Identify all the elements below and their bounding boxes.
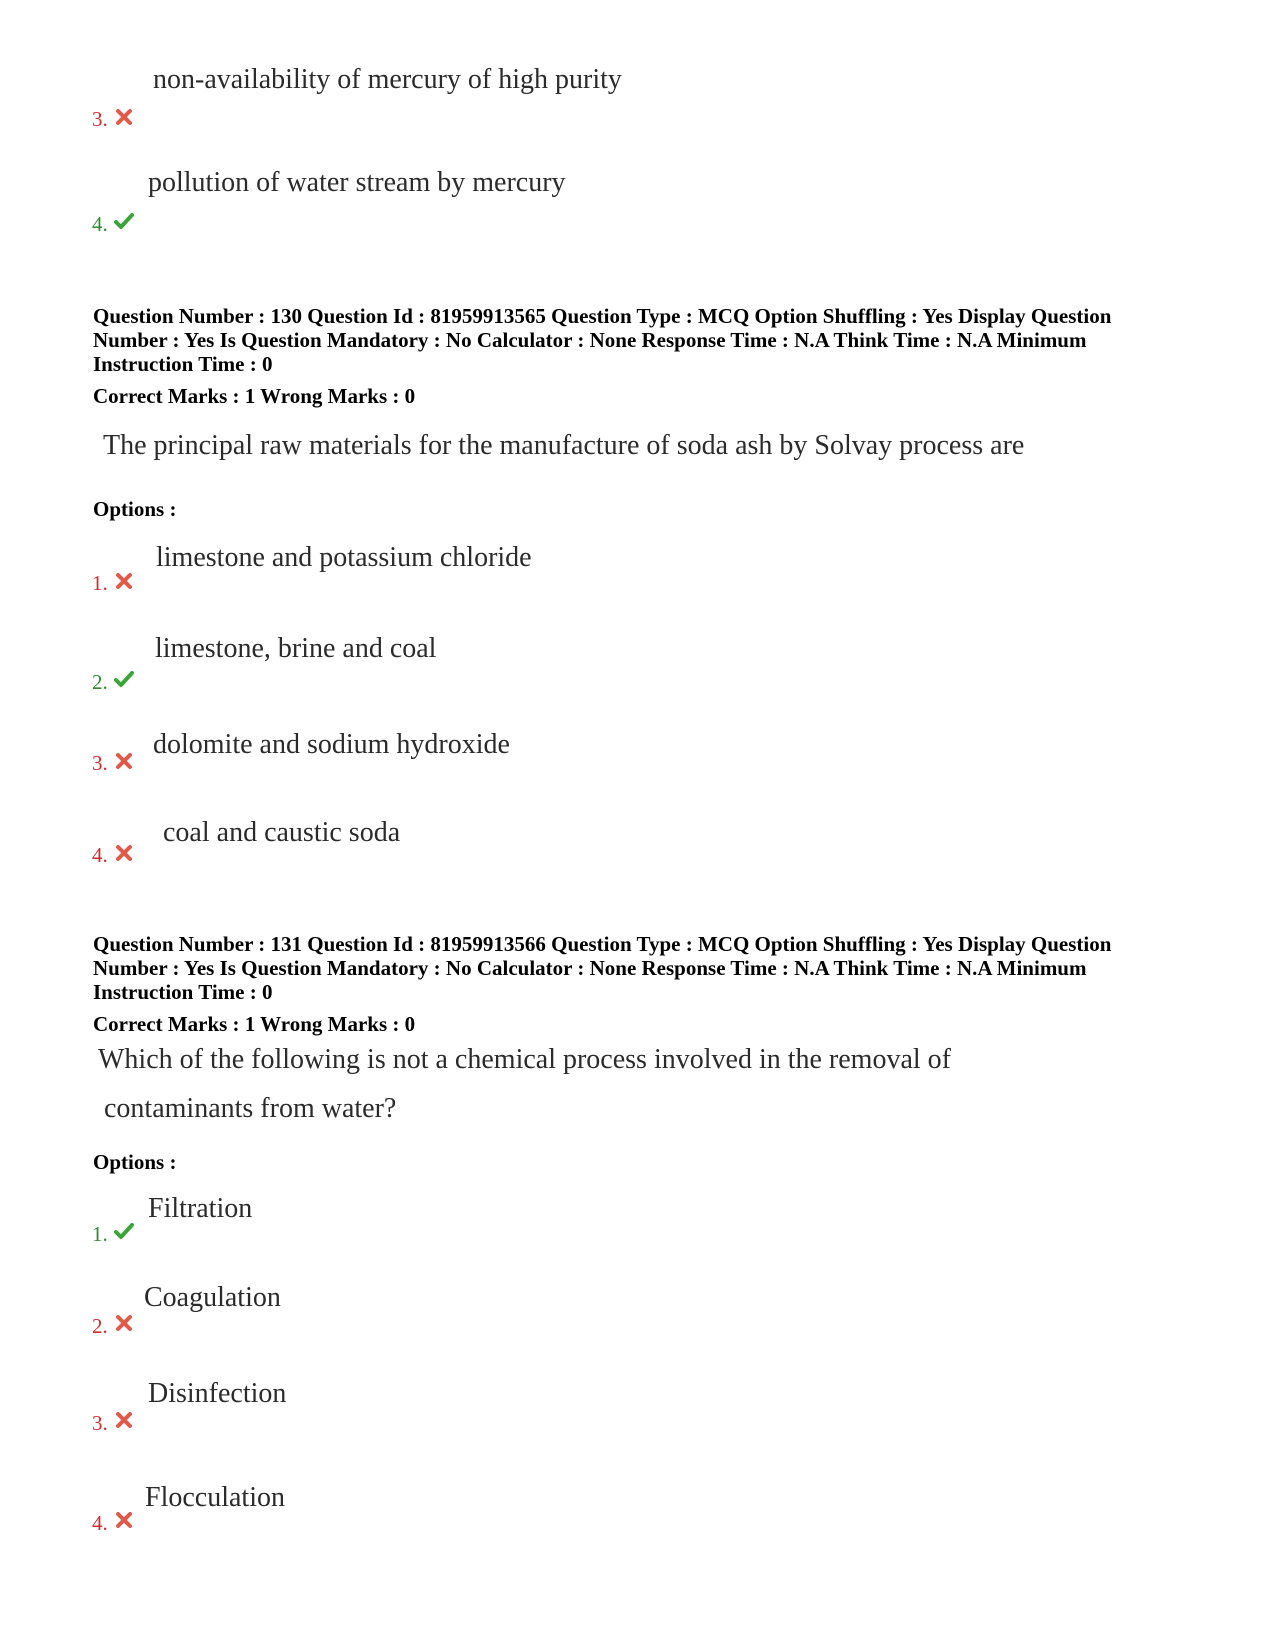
option-number: 1. [92, 1222, 108, 1246]
cross-icon [114, 752, 134, 770]
meta-line: Question Number : 130 Question Id : 81959913565 Question Type : MCQ Option Shuffling : Yes Display Question [93, 304, 1112, 328]
option-number: 3. [92, 751, 108, 775]
options-label: Options : [93, 1150, 177, 1174]
option-text: Flocculation [145, 1482, 285, 1513]
question-meta [93, 932, 1203, 1004]
cross-icon [114, 1411, 134, 1429]
check-icon [114, 212, 134, 230]
question-text-line: Which of the following is not a chemical process involved in the removal of [98, 1044, 951, 1075]
option-number: 3. [92, 1411, 108, 1435]
cross-icon [114, 108, 134, 126]
option-number: 4. [92, 1511, 108, 1535]
meta-line: Instruction Time : 0 [93, 352, 273, 376]
cross-icon [114, 844, 134, 862]
option-text: Coagulation [144, 1282, 281, 1313]
option-number: 1. [92, 571, 108, 595]
cross-icon [114, 572, 134, 590]
options-label: Options : [93, 497, 177, 521]
option-number: 3. [92, 107, 108, 131]
check-icon [114, 1222, 134, 1240]
option-number: 2. [92, 1314, 108, 1338]
question-text: The principal raw materials for the manufacture of soda ash by Solvay process are [103, 430, 1025, 461]
option-text: Disinfection [148, 1378, 287, 1409]
cross-icon [114, 1511, 134, 1529]
option-number: 4. [92, 843, 108, 867]
option-text: coal and caustic soda [163, 817, 401, 848]
question-marks: Correct Marks : 1 Wrong Marks : 0 [93, 1012, 416, 1036]
check-icon [114, 670, 134, 688]
question-marks: Correct Marks : 1 Wrong Marks : 0 [93, 384, 416, 408]
question-meta [93, 304, 1203, 376]
option-text: Filtration [148, 1193, 253, 1224]
meta-line: Number : Yes Is Question Mandatory : No Calculator : None Response Time : N.A Think Time : N.A Minimum [93, 956, 1087, 980]
meta-line: Instruction Time : 0 [93, 980, 273, 1004]
option-text: limestone and potassium chloride [156, 542, 532, 573]
meta-line: Number : Yes Is Question Mandatory : No Calculator : None Response Time : N.A Think Time : N.A Minimum [93, 328, 1087, 352]
option-text: dolomite and sodium hydroxide [153, 729, 510, 760]
option-text: non-availability of mercury of high purity [153, 64, 622, 95]
meta-line: Question Number : 131 Question Id : 81959913566 Question Type : MCQ Option Shuffling : Yes Display Question [93, 932, 1112, 956]
option-text: limestone, brine and coal [155, 633, 437, 664]
option-number: 4. [92, 212, 108, 236]
cross-icon [114, 1314, 134, 1332]
option-number: 2. [92, 670, 108, 694]
option-text: pollution of water stream by mercury [148, 167, 566, 198]
question-text-line: contaminants from water? [104, 1093, 397, 1124]
